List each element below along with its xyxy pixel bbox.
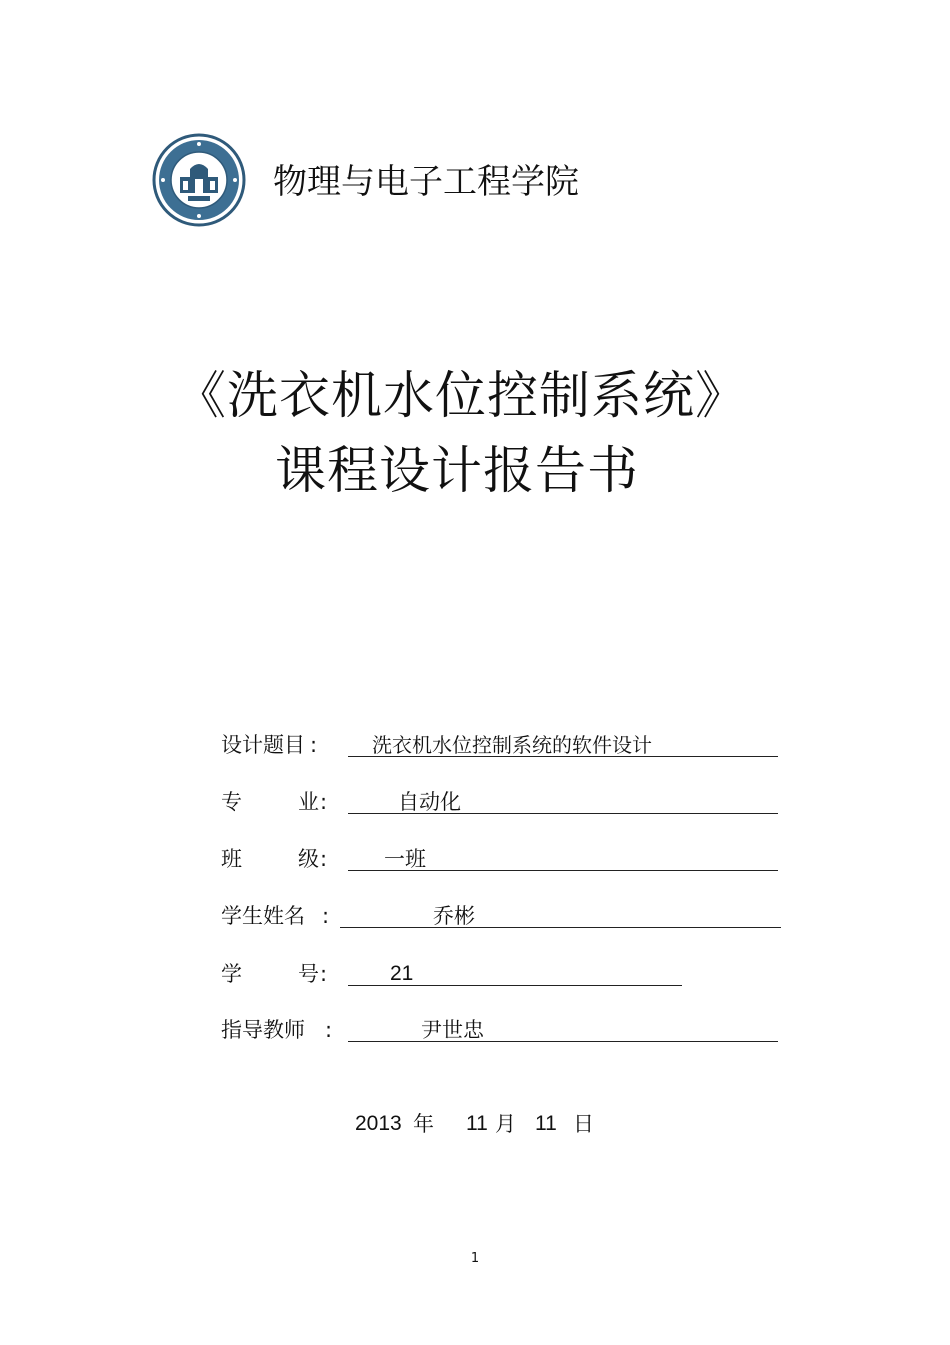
field-label-student-id-a: 学 xyxy=(221,962,242,986)
date-year: 2013 xyxy=(355,1112,402,1135)
field-colon: : xyxy=(310,733,318,757)
report-subtitle: 课程设计报告书 xyxy=(275,442,640,501)
date-month-unit: 月 xyxy=(495,1112,516,1136)
field-value-class: 一班 xyxy=(384,847,426,871)
field-colon: : xyxy=(320,790,328,814)
field-underline xyxy=(348,985,682,986)
field-underline xyxy=(348,870,778,871)
date-day-unit: 日 xyxy=(573,1112,594,1136)
field-colon: : xyxy=(325,1018,333,1042)
field-value-student-id: 21 xyxy=(390,962,414,985)
field-label-advisor: 指导教师 xyxy=(221,1018,305,1042)
field-value-topic: 洗衣机水位控制系统的软件设计 xyxy=(372,733,652,757)
field-label-class-b: 级 xyxy=(298,847,319,871)
university-seal-icon xyxy=(152,133,246,227)
field-underline xyxy=(340,927,781,928)
field-underline xyxy=(348,1041,778,1042)
field-label-student-id-b: 号 xyxy=(298,962,319,986)
page-number: 1 xyxy=(470,1251,480,1266)
field-colon: : xyxy=(320,962,328,986)
field-value-advisor: 尹世忠 xyxy=(421,1018,484,1042)
date-day: 11 xyxy=(535,1112,557,1135)
field-label-class-a: 班 xyxy=(221,847,242,871)
date-year-unit: 年 xyxy=(413,1112,434,1136)
field-label-major-b: 业 xyxy=(298,790,319,814)
field-underline xyxy=(348,813,778,814)
field-value-student-name: 乔彬 xyxy=(433,904,475,928)
field-label-topic: 设计题目 xyxy=(221,733,305,757)
field-colon: : xyxy=(322,904,330,928)
field-label-major-a: 专 xyxy=(221,790,242,814)
field-underline xyxy=(348,756,778,757)
date-month: 11 xyxy=(466,1112,488,1135)
college-name: 物理与电子工程学院 xyxy=(273,162,579,202)
field-label-student-name: 学生姓名 xyxy=(221,904,305,928)
field-colon: : xyxy=(320,847,328,871)
field-value-major: 自动化 xyxy=(398,790,461,814)
report-title: 《洗衣机水位控制系统》 xyxy=(175,367,748,426)
